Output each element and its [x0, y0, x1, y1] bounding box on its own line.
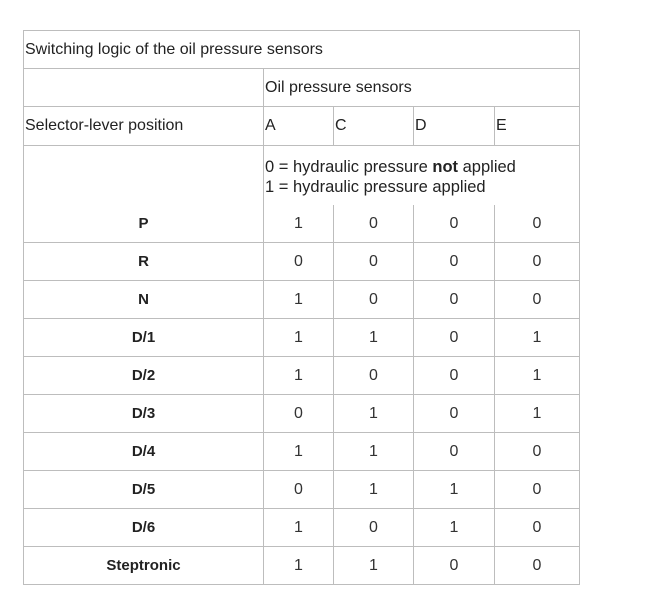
value-cell: 0 [334, 281, 414, 319]
value-cell: 0 [414, 357, 495, 395]
position-cell: P [24, 205, 264, 243]
legend-line1-end: applied [458, 158, 516, 176]
table-title: Switching logic of the oil pressure sensors [24, 31, 580, 69]
position-cell: R [24, 243, 264, 281]
value-cell: 0 [264, 471, 334, 509]
value-cell: 0 [495, 471, 580, 509]
table-row [24, 319, 580, 357]
column-header-e: E [495, 107, 580, 146]
value-cell: 1 [264, 319, 334, 357]
position-cell: D/1 [24, 319, 264, 357]
value-cell: 0 [495, 243, 580, 281]
value-cell: 0 [264, 243, 334, 281]
value-cell: 0 [495, 205, 580, 243]
value-cell: 1 [264, 547, 334, 585]
column-header-row [24, 107, 580, 146]
legend-line1-bold: not [432, 158, 459, 176]
value-cell: 1 [334, 395, 414, 433]
legend-line-not-applied [265, 157, 579, 177]
value-cell: 0 [334, 509, 414, 547]
value-cell: 1 [495, 319, 580, 357]
table-row [24, 547, 580, 585]
position-cell: D/6 [24, 509, 264, 547]
value-cell: 0 [495, 281, 580, 319]
value-cell: 0 [495, 433, 580, 471]
title-row [24, 31, 580, 69]
value-cell: 1 [334, 471, 414, 509]
value-cell: 1 [264, 205, 334, 243]
value-cell: 0 [414, 281, 495, 319]
sensors-heading: Oil pressure sensors [264, 69, 580, 107]
value-cell: 1 [264, 281, 334, 319]
table-row [24, 205, 580, 243]
value-cell: 0 [414, 433, 495, 471]
table-row [24, 471, 580, 509]
table-row [24, 281, 580, 319]
empty-header-cell [24, 69, 264, 107]
value-cell: 1 [334, 547, 414, 585]
position-cell: D/2 [24, 357, 264, 395]
value-cell: 0 [264, 395, 334, 433]
position-cell: Steptronic [24, 547, 264, 585]
value-cell: 1 [414, 471, 495, 509]
empty-legend-cell [24, 146, 264, 206]
value-cell: 1 [334, 319, 414, 357]
table-row [24, 243, 580, 281]
value-cell: 0 [414, 395, 495, 433]
table-row [24, 357, 580, 395]
value-cell: 0 [414, 547, 495, 585]
pressure-legend [264, 146, 580, 206]
value-cell: 1 [264, 509, 334, 547]
table-row [24, 509, 580, 547]
value-cell: 1 [264, 433, 334, 471]
selector-heading: Selector-lever position [24, 107, 264, 146]
value-cell: 1 [264, 357, 334, 395]
position-cell: D/4 [24, 433, 264, 471]
value-cell: 1 [495, 357, 580, 395]
legend-line1-start: 0 = hydraulic pressure [265, 158, 433, 176]
value-cell: 0 [414, 205, 495, 243]
column-header-c: C [334, 107, 414, 146]
position-cell: D/3 [24, 395, 264, 433]
value-cell: 1 [495, 395, 580, 433]
table-row [24, 395, 580, 433]
position-cell: N [24, 281, 264, 319]
legend-row [24, 146, 580, 206]
legend-line-applied: 1 = hydraulic pressure applied [265, 178, 486, 196]
column-header-a: A [264, 107, 334, 146]
value-cell: 0 [334, 243, 414, 281]
column-header-d: D [414, 107, 495, 146]
value-cell: 0 [334, 205, 414, 243]
table-row [24, 433, 580, 471]
value-cell: 0 [495, 509, 580, 547]
value-cell: 1 [334, 433, 414, 471]
value-cell: 0 [334, 357, 414, 395]
table-body [24, 31, 580, 585]
value-cell: 0 [495, 547, 580, 585]
sensors-heading-row [24, 69, 580, 107]
value-cell: 0 [414, 243, 495, 281]
position-cell: D/5 [24, 471, 264, 509]
switching-logic-table [23, 30, 580, 585]
value-cell: 1 [414, 509, 495, 547]
value-cell: 0 [414, 319, 495, 357]
